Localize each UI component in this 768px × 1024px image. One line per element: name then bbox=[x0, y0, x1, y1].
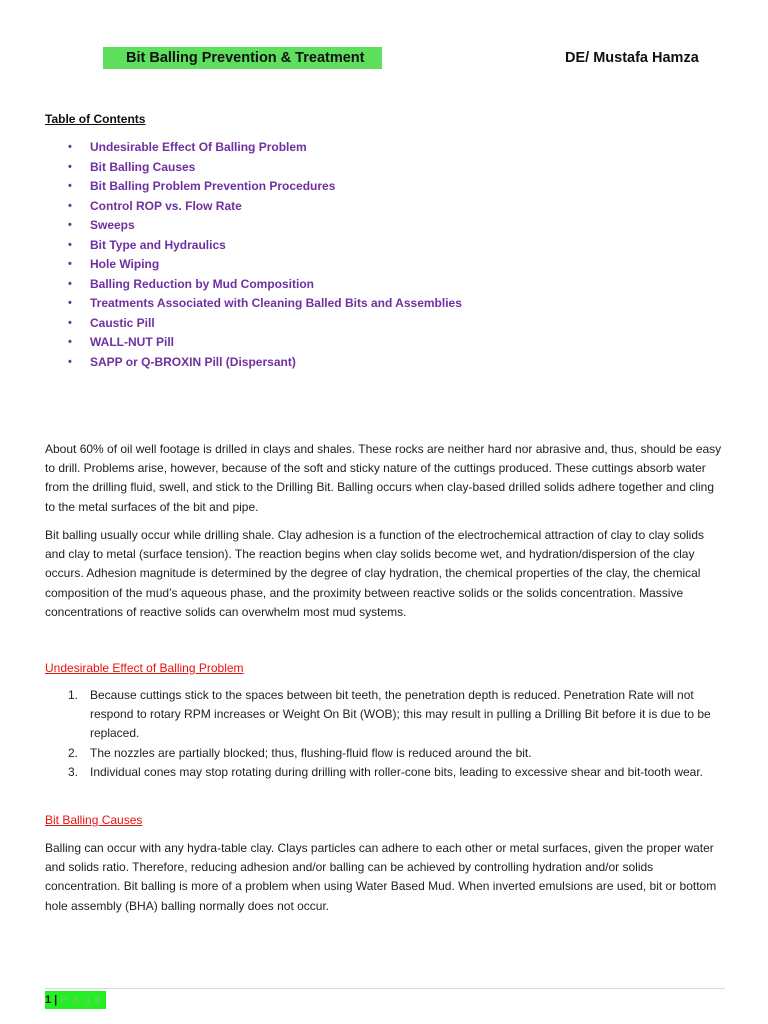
bullet-icon: • bbox=[68, 180, 72, 192]
toc-item-mud-composition[interactable] bbox=[45, 276, 462, 296]
bullet-icon: • bbox=[68, 297, 72, 309]
bullet-icon: • bbox=[68, 238, 72, 251]
page-number-value: 1 | bbox=[45, 994, 58, 1006]
toc-item-prevention[interactable] bbox=[45, 178, 462, 198]
toc-item-label: Undesirable Effect Of Balling Problem bbox=[90, 140, 307, 154]
toc-item-sweeps[interactable] bbox=[45, 217, 462, 237]
toc-item-label: SAPP or Q-BROXIN Pill (Dispersant) bbox=[90, 354, 296, 369]
bullet-icon: • bbox=[68, 355, 72, 368]
list-item-text: The nozzles are partially blocked; thus, flushing-fluid flow is reduced around the bit. bbox=[90, 745, 532, 760]
list-number: 3. bbox=[68, 764, 79, 779]
list-item-text: Individual cones may stop rotating during drilling with roller-cone bits, leading to excessive shear and bit-tooth wear. bbox=[90, 764, 703, 779]
bullet-icon: • bbox=[68, 199, 72, 212]
toc-item-label: Bit Balling Problem Prevention Procedures bbox=[90, 179, 336, 193]
toc-item-label: Bit Balling Causes bbox=[90, 159, 196, 174]
toc-item-treatments[interactable] bbox=[45, 295, 462, 315]
bullet-icon: • bbox=[68, 160, 72, 173]
toc-list bbox=[45, 139, 462, 373]
toc-item-label: Control ROP vs. Flow Rate bbox=[90, 198, 242, 213]
toc-item-label: Hole Wiping bbox=[90, 257, 160, 271]
toc-item-bit-type[interactable] bbox=[45, 237, 462, 257]
toc-item-undesirable-effect[interactable] bbox=[45, 139, 462, 159]
page-label: P a g e bbox=[60, 994, 102, 1006]
footer-divider bbox=[45, 988, 725, 989]
list-item bbox=[45, 763, 725, 782]
section-heading-undesirable-effect: Undesirable Effect of Balling Problem bbox=[45, 661, 244, 675]
list-item bbox=[45, 686, 725, 744]
list-number: 1. bbox=[68, 688, 79, 702]
list-item bbox=[45, 744, 725, 763]
section-heading-causes: Bit Balling Causes bbox=[45, 813, 143, 827]
toc-item-label: Sweeps bbox=[90, 218, 135, 232]
toc-heading: Table of Contents bbox=[45, 112, 146, 126]
toc-item-hole-wiping[interactable] bbox=[45, 256, 462, 276]
document-author: DE/ Mustafa Hamza bbox=[565, 50, 699, 66]
list-item-text: Because cuttings stick to the spaces between bit teeth, the penetration depth is reduced. Penetration Rate will not respond to rotary RPM increases or Weight On Bit (WOB); this may result in pulling a Drilling Bit before it is due to be replaced. bbox=[90, 688, 711, 741]
bullet-icon: • bbox=[68, 141, 72, 153]
bullet-icon: • bbox=[68, 258, 72, 270]
toc-item-label: Bit Type and Hydraulics bbox=[90, 237, 226, 252]
intro-paragraph-2: Bit balling usually occur while drilling shale. Clay adhesion is a function of the electrochemical attraction of clay to clay solids and clay to metal (surface tension). The reaction begins when clay solids become wet, and hydration/dispersion of the clay occurs. Adhesion magnitude is determined by the degree of clay hydration, the chemical properties of the clay, the chemical composition of the mud’s aqueous phase, and the proximity between reactive solids or the solids concentration. Massive concentrations of reactive solids can overwhelm most mud systems. bbox=[45, 528, 704, 619]
toc-item-label: Treatments Associated with Cleaning Balled Bits and Assemblies bbox=[90, 296, 462, 310]
toc-item-caustic-pill[interactable] bbox=[45, 315, 462, 335]
document-title: Bit Balling Prevention & Treatment bbox=[103, 47, 382, 69]
toc-item-label: WALL-NUT Pill bbox=[90, 335, 174, 349]
causes-paragraph: Balling can occur with any hydra-table clay. Clays particles can adhere to each other or metal surfaces, given the proper water and solids ratio. Therefore, reducing adhesion and/or balling can be achieved by controlling hydration and/or solids concentration. Bit balling is more of a problem when using Water Based Mud. When inverted emulsions are used, bit or bottom hole assembly (BHA) balling normally does not occur. bbox=[45, 841, 717, 913]
toc-item-control-rop[interactable] bbox=[45, 198, 462, 218]
list-number: 2. bbox=[68, 745, 79, 760]
bullet-icon: • bbox=[68, 336, 72, 348]
page-number bbox=[45, 991, 106, 1009]
toc-item-causes[interactable] bbox=[45, 159, 462, 179]
intro-paragraph-1: About 60% of oil well footage is drilled in clays and shales. These rocks are neither hard nor abrasive and, thus, should be easy to drill. Problems arise, however, because of the soft and sticky nature of the cuttings produced. These cuttings absorb water from the drilling fluid, swell, and stick to the Drilling Bit. Balling occurs when clay-based drilled solids adhere together and cling to the metal surfaces of the bit and pipe. bbox=[45, 442, 722, 514]
bullet-icon: • bbox=[68, 219, 72, 231]
toc-item-label: Balling Reduction by Mud Composition bbox=[90, 276, 314, 291]
toc-item-label: Caustic Pill bbox=[90, 315, 155, 330]
bullet-icon: • bbox=[68, 316, 72, 329]
toc-item-sapp-pill[interactable] bbox=[45, 354, 462, 374]
bullet-icon: • bbox=[68, 277, 72, 290]
effect-list bbox=[45, 686, 725, 782]
toc-item-wall-nut-pill[interactable] bbox=[45, 334, 462, 354]
